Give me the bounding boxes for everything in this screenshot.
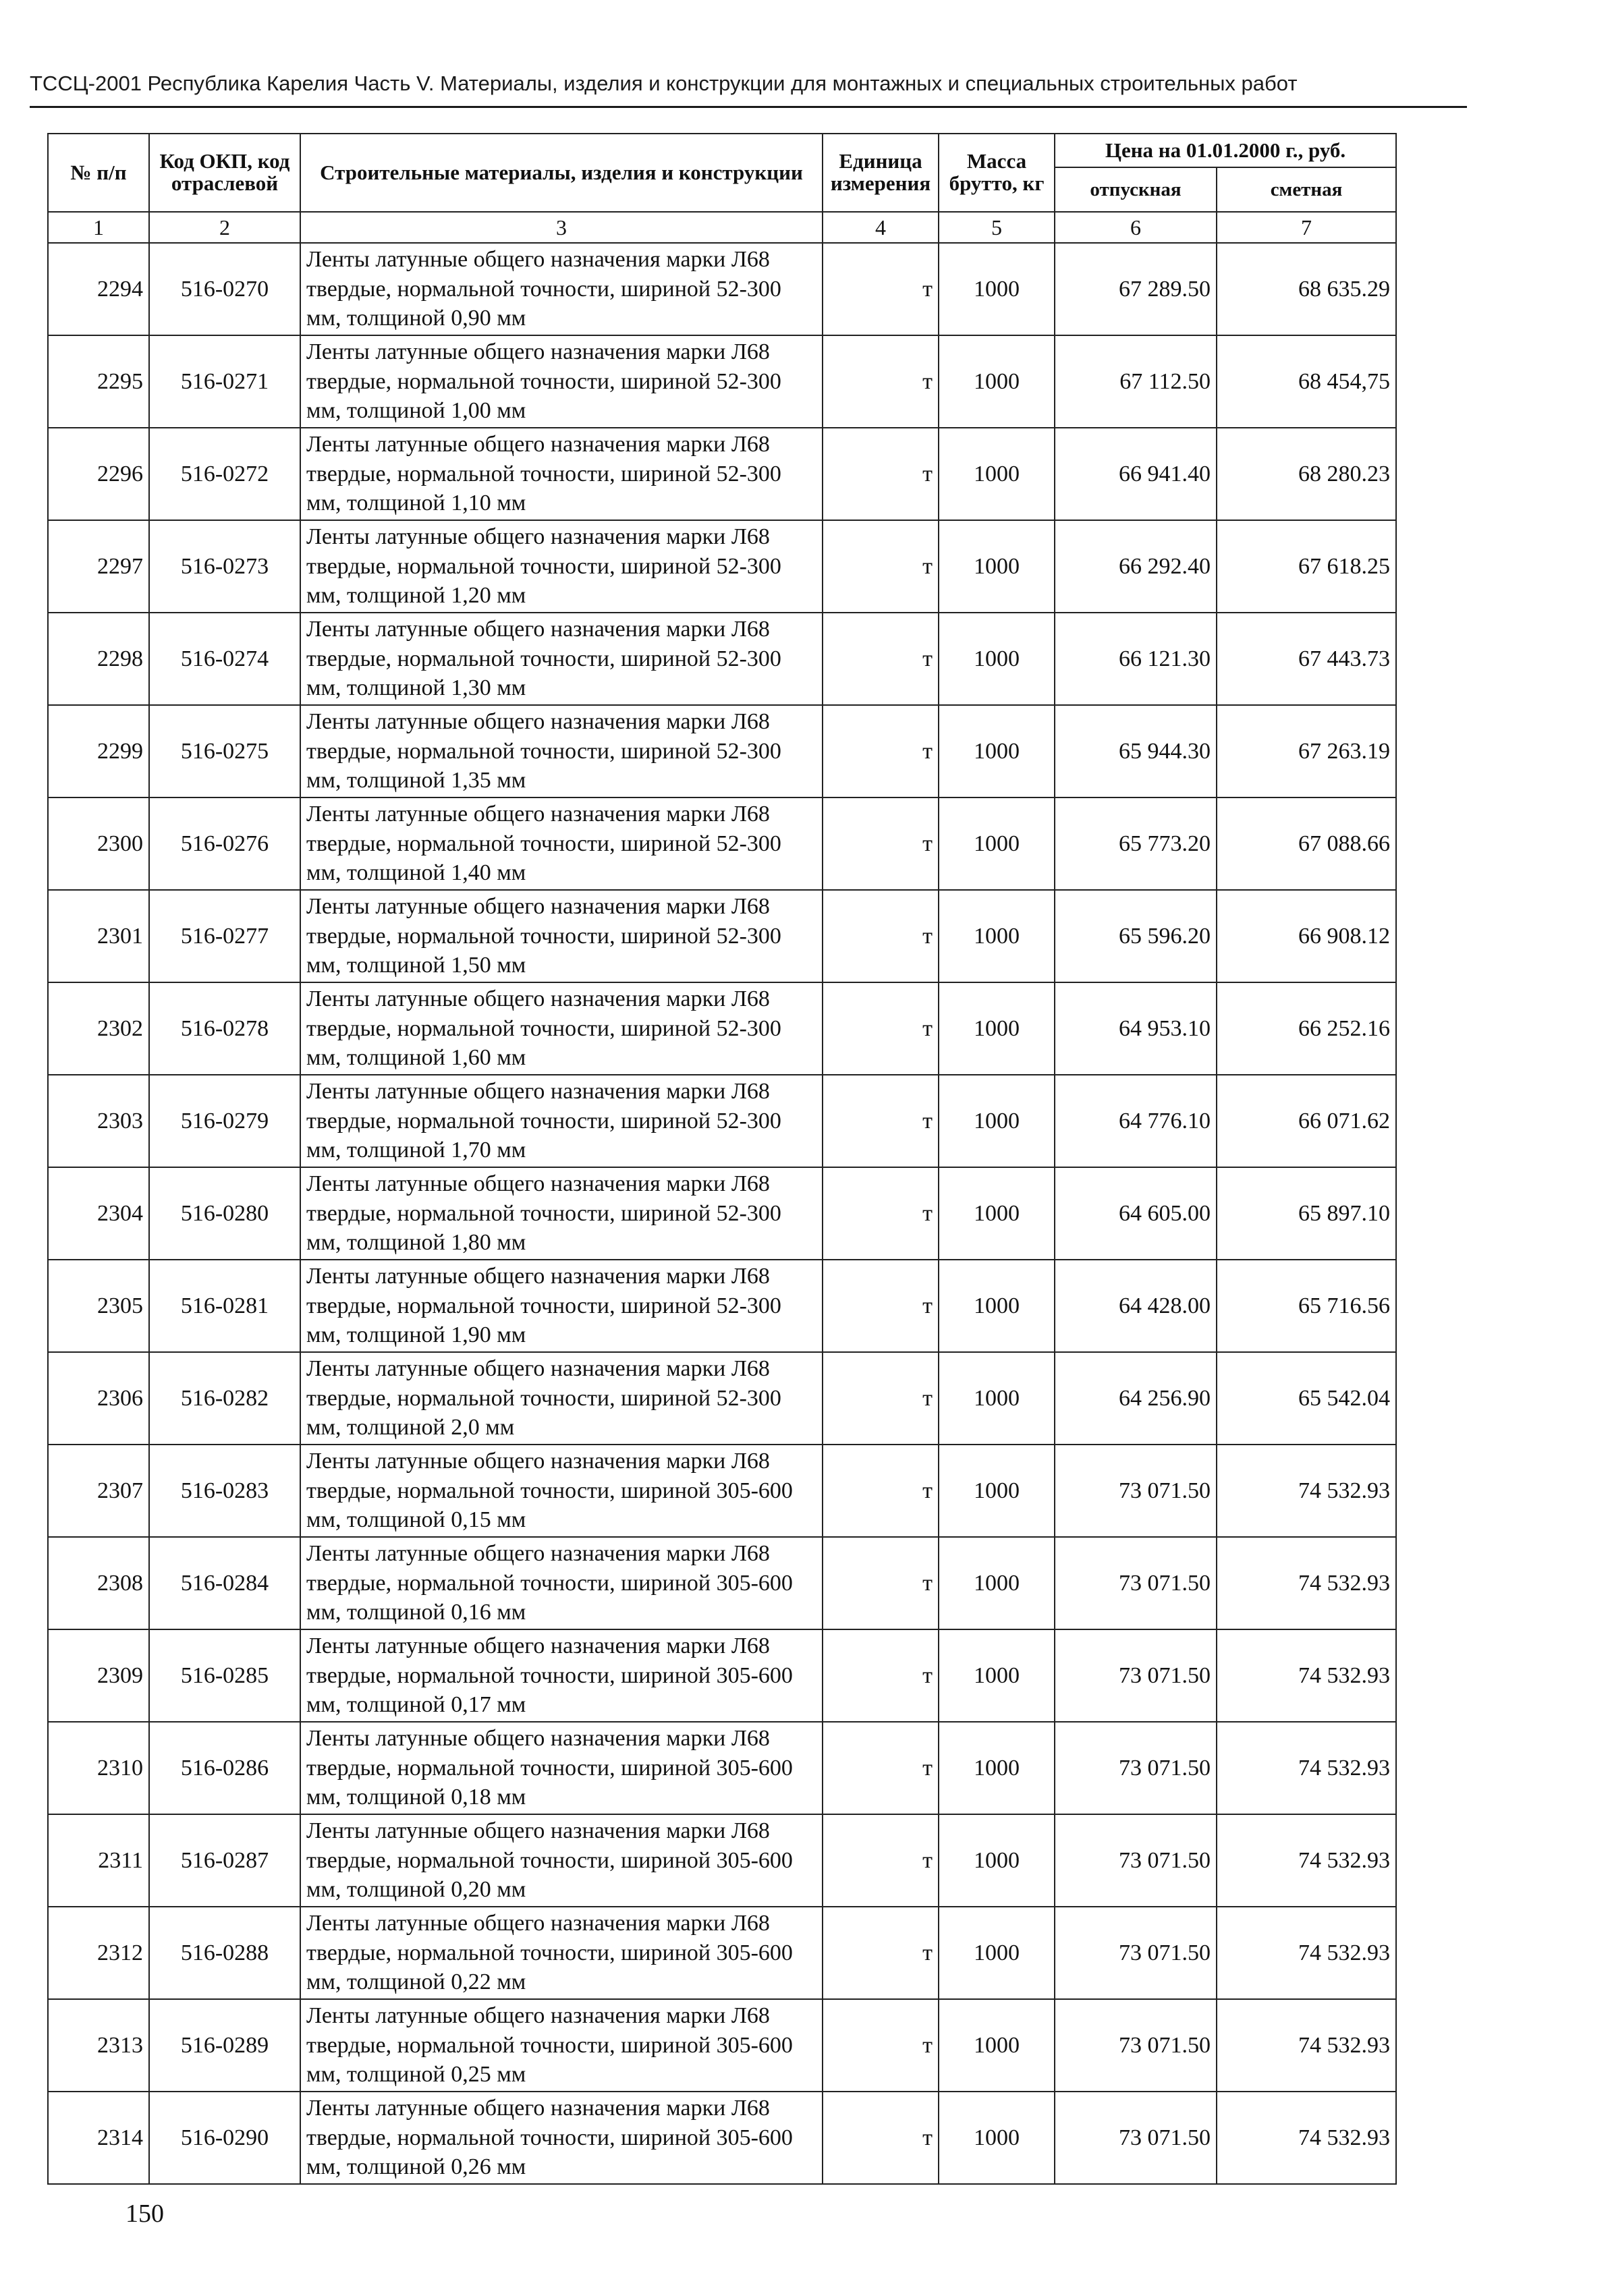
row-number: 2313 — [48, 1999, 149, 2092]
table-row — [48, 1167, 1396, 1260]
estimate-price: 67 443.73 — [1217, 613, 1396, 705]
okp-code: 516-0273 — [149, 520, 300, 613]
release-price: 73 071.50 — [1055, 1537, 1217, 1629]
unit-of-measure: т — [823, 428, 939, 520]
material-name: Ленты латунные общего назначения марки Л68 твердые, нормальной точности, шириной 52-300 мм, толщиной 1,20 мм — [300, 520, 823, 613]
table-row — [48, 335, 1396, 428]
estimate-price: 74 532.93 — [1217, 1445, 1396, 1537]
okp-code: 516-0280 — [149, 1167, 300, 1260]
release-price: 64 605.00 — [1055, 1167, 1217, 1260]
release-price: 73 071.50 — [1055, 1907, 1217, 1999]
unit-of-measure: т — [823, 890, 939, 982]
row-number: 2305 — [48, 1260, 149, 1352]
okp-code: 516-0278 — [149, 982, 300, 1075]
gross-mass: 1000 — [939, 1167, 1055, 1260]
gross-mass: 1000 — [939, 243, 1055, 335]
table-row — [48, 982, 1396, 1075]
gross-mass: 1000 — [939, 705, 1055, 797]
release-price: 65 944.30 — [1055, 705, 1217, 797]
estimate-price: 74 532.93 — [1217, 2092, 1396, 2184]
gross-mass: 1000 — [939, 335, 1055, 428]
row-number: 2312 — [48, 1907, 149, 1999]
unit-of-measure: т — [823, 1352, 939, 1445]
release-price: 73 071.50 — [1055, 1445, 1217, 1537]
okp-code: 516-0284 — [149, 1537, 300, 1629]
gross-mass: 1000 — [939, 1814, 1055, 1907]
unit-of-measure: т — [823, 1445, 939, 1537]
estimate-price: 66 071.62 — [1217, 1075, 1396, 1167]
okp-code: 516-0289 — [149, 1999, 300, 2092]
material-name: Ленты латунные общего назначения марки Л68 твердые, нормальной точности, шириной 305-600 мм, толщиной 0,18 мм — [300, 1722, 823, 1814]
unit-of-measure: т — [823, 1629, 939, 1722]
okp-code: 516-0286 — [149, 1722, 300, 1814]
release-price: 65 773.20 — [1055, 797, 1217, 890]
estimate-price: 66 252.16 — [1217, 982, 1396, 1075]
estimate-price: 74 532.93 — [1217, 1999, 1396, 2092]
estimate-price: 65 716.56 — [1217, 1260, 1396, 1352]
row-number: 2310 — [48, 1722, 149, 1814]
okp-code: 516-0276 — [149, 797, 300, 890]
estimate-price: 67 263.19 — [1217, 705, 1396, 797]
row-number: 2307 — [48, 1445, 149, 1537]
page-header: ТССЦ-2001 Республика Карелия Часть V. Материалы, изделия и конструкции для монтажных и специальных строительных работ — [30, 72, 1298, 95]
row-number: 2314 — [48, 2092, 149, 2184]
unit-of-measure: т — [823, 705, 939, 797]
estimate-price: 66 908.12 — [1217, 890, 1396, 982]
gross-mass: 1000 — [939, 2092, 1055, 2184]
okp-code: 516-0272 — [149, 428, 300, 520]
row-number: 2300 — [48, 797, 149, 890]
row-number: 2296 — [48, 428, 149, 520]
release-price: 64 953.10 — [1055, 982, 1217, 1075]
gross-mass: 1000 — [939, 1260, 1055, 1352]
gross-mass: 1000 — [939, 797, 1055, 890]
unit-of-measure: т — [823, 1722, 939, 1814]
material-name: Ленты латунные общего назначения марки Л68 твердые, нормальной точности, шириной 305-600 мм, толщиной 0,22 мм — [300, 1907, 823, 1999]
table-row — [48, 243, 1396, 335]
gross-mass: 1000 — [939, 890, 1055, 982]
estimate-price: 65 542.04 — [1217, 1352, 1396, 1445]
unit-of-measure: т — [823, 1260, 939, 1352]
header-num: № п/п — [48, 134, 149, 212]
okp-code: 516-0279 — [149, 1075, 300, 1167]
release-price: 67 112.50 — [1055, 335, 1217, 428]
material-name: Ленты латунные общего назначения марки Л68 твердые, нормальной точности, шириной 305-600 мм, толщиной 0,26 мм — [300, 2092, 823, 2184]
table-row — [48, 1537, 1396, 1629]
release-price: 66 941.40 — [1055, 428, 1217, 520]
material-name: Ленты латунные общего назначения марки Л68 твердые, нормальной точности, шириной 52-300 мм, толщиной 1,70 мм — [300, 1075, 823, 1167]
material-name: Ленты латунные общего назначения марки Л68 твердые, нормальной точности, шириной 305-600 мм, толщиной 0,15 мм — [300, 1445, 823, 1537]
column-number: 1 — [48, 212, 149, 243]
okp-code: 516-0275 — [149, 705, 300, 797]
unit-of-measure: т — [823, 335, 939, 428]
gross-mass: 1000 — [939, 1999, 1055, 2092]
row-number: 2294 — [48, 243, 149, 335]
header-code: Код ОКП, код отраслевой — [149, 134, 300, 212]
material-name: Ленты латунные общего назначения марки Л68 твердые, нормальной точности, шириной 52-300 мм, толщиной 1,00 мм — [300, 335, 823, 428]
table-row — [48, 428, 1396, 520]
estimate-price: 68 280.23 — [1217, 428, 1396, 520]
table-row — [48, 1999, 1396, 2092]
material-name: Ленты латунные общего назначения марки Л68 твердые, нормальной точности, шириной 305-600 мм, толщиной 0,20 мм — [300, 1814, 823, 1907]
table-row — [48, 613, 1396, 705]
row-number: 2301 — [48, 890, 149, 982]
material-name: Ленты латунные общего назначения марки Л68 твердые, нормальной точности, шириной 305-600 мм, толщиной 0,25 мм — [300, 1999, 823, 2092]
material-name: Ленты латунные общего назначения марки Л68 твердые, нормальной точности, шириной 305-600 мм, толщиной 0,16 мм — [300, 1537, 823, 1629]
header-unit: Единица измерения — [823, 134, 939, 212]
okp-code: 516-0271 — [149, 335, 300, 428]
material-name: Ленты латунные общего назначения марки Л68 твердые, нормальной точности, шириной 52-300 мм, толщиной 1,60 мм — [300, 982, 823, 1075]
column-number: 6 — [1055, 212, 1217, 243]
release-price: 64 776.10 — [1055, 1075, 1217, 1167]
row-number: 2297 — [48, 520, 149, 613]
unit-of-measure: т — [823, 1075, 939, 1167]
estimate-price: 67 618.25 — [1217, 520, 1396, 613]
okp-code: 516-0288 — [149, 1907, 300, 1999]
okp-code: 516-0277 — [149, 890, 300, 982]
row-number: 2304 — [48, 1167, 149, 1260]
material-name: Ленты латунные общего назначения марки Л68 твердые, нормальной точности, шириной 52-300 мм, толщиной 1,80 мм — [300, 1167, 823, 1260]
estimate-price: 68 454,75 — [1217, 335, 1396, 428]
release-price: 66 121.30 — [1055, 613, 1217, 705]
material-name: Ленты латунные общего назначения марки Л68 твердые, нормальной точности, шириной 52-300 мм, толщиной 1,35 мм — [300, 705, 823, 797]
column-number: 7 — [1217, 212, 1396, 243]
table-row — [48, 1445, 1396, 1537]
unit-of-measure: т — [823, 2092, 939, 2184]
table-row — [48, 1907, 1396, 1999]
row-number: 2309 — [48, 1629, 149, 1722]
estimate-price: 74 532.93 — [1217, 1537, 1396, 1629]
header-divider — [30, 106, 1467, 108]
header-price-group: Цена на 01.01.2000 г., руб. — [1055, 134, 1396, 167]
release-price: 73 071.50 — [1055, 2092, 1217, 2184]
release-price: 66 292.40 — [1055, 520, 1217, 613]
header-name: Строительные материалы, изделия и конструкции — [300, 134, 823, 212]
header-release-price: отпускная — [1055, 167, 1217, 212]
estimate-price: 74 532.93 — [1217, 1629, 1396, 1722]
unit-of-measure: т — [823, 1814, 939, 1907]
material-name: Ленты латунные общего назначения марки Л68 твердые, нормальной точности, шириной 52-300 мм, толщиной 0,90 мм — [300, 243, 823, 335]
table-row — [48, 1629, 1396, 1722]
estimate-price: 74 532.93 — [1217, 1907, 1396, 1999]
header-mass: Масса брутто, кг — [939, 134, 1055, 212]
gross-mass: 1000 — [939, 1537, 1055, 1629]
unit-of-measure: т — [823, 520, 939, 613]
table-row — [48, 1814, 1396, 1907]
column-number: 5 — [939, 212, 1055, 243]
row-number: 2295 — [48, 335, 149, 428]
material-name: Ленты латунные общего назначения марки Л68 твердые, нормальной точности, шириной 52-300 мм, толщиной 1,10 мм — [300, 428, 823, 520]
material-name: Ленты латунные общего назначения марки Л68 твердые, нормальной точности, шириной 52-300 мм, толщиной 1,90 мм — [300, 1260, 823, 1352]
gross-mass: 1000 — [939, 520, 1055, 613]
gross-mass: 1000 — [939, 1445, 1055, 1537]
estimate-price: 68 635.29 — [1217, 243, 1396, 335]
table-row — [48, 1075, 1396, 1167]
release-price: 73 071.50 — [1055, 1999, 1217, 2092]
material-name: Ленты латунные общего назначения марки Л68 твердые, нормальной точности, шириной 52-300 мм, толщиной 1,50 мм — [300, 890, 823, 982]
page-number: 150 — [126, 2200, 164, 2228]
table-row — [48, 705, 1396, 797]
gross-mass: 1000 — [939, 1907, 1055, 1999]
unit-of-measure: т — [823, 1167, 939, 1260]
unit-of-measure: т — [823, 797, 939, 890]
gross-mass: 1000 — [939, 1629, 1055, 1722]
row-number: 2311 — [48, 1814, 149, 1907]
column-number-row — [48, 212, 1396, 243]
material-name: Ленты латунные общего назначения марки Л68 твердые, нормальной точности, шириной 305-600 мм, толщиной 0,17 мм — [300, 1629, 823, 1722]
release-price: 73 071.50 — [1055, 1629, 1217, 1722]
unit-of-measure: т — [823, 982, 939, 1075]
gross-mass: 1000 — [939, 1352, 1055, 1445]
gross-mass: 1000 — [939, 613, 1055, 705]
table-row — [48, 1260, 1396, 1352]
gross-mass: 1000 — [939, 982, 1055, 1075]
table-body — [48, 212, 1396, 2184]
table-row — [48, 890, 1396, 982]
release-price: 65 596.20 — [1055, 890, 1217, 982]
okp-code: 516-0270 — [149, 243, 300, 335]
okp-code: 516-0274 — [149, 613, 300, 705]
okp-code: 516-0282 — [149, 1352, 300, 1445]
estimate-price: 65 897.10 — [1217, 1167, 1396, 1260]
row-number: 2299 — [48, 705, 149, 797]
unit-of-measure: т — [823, 1999, 939, 2092]
gross-mass: 1000 — [939, 1722, 1055, 1814]
material-name: Ленты латунные общего назначения марки Л68 твердые, нормальной точности, шириной 52-300 мм, толщиной 1,30 мм — [300, 613, 823, 705]
material-name: Ленты латунные общего назначения марки Л68 твердые, нормальной точности, шириной 52-300 мм, толщиной 1,40 мм — [300, 797, 823, 890]
okp-code: 516-0287 — [149, 1814, 300, 1907]
estimate-price: 74 532.93 — [1217, 1814, 1396, 1907]
unit-of-measure: т — [823, 613, 939, 705]
column-number: 2 — [149, 212, 300, 243]
header-estimate-price: сметная — [1217, 167, 1396, 212]
column-number: 4 — [823, 212, 939, 243]
okp-code: 516-0281 — [149, 1260, 300, 1352]
table-row — [48, 2092, 1396, 2184]
release-price: 73 071.50 — [1055, 1814, 1217, 1907]
release-price: 64 428.00 — [1055, 1260, 1217, 1352]
unit-of-measure: т — [823, 243, 939, 335]
gross-mass: 1000 — [939, 1075, 1055, 1167]
estimate-price: 74 532.93 — [1217, 1722, 1396, 1814]
table-header-row — [48, 134, 1396, 167]
row-number: 2306 — [48, 1352, 149, 1445]
column-number: 3 — [300, 212, 823, 243]
table-row — [48, 797, 1396, 890]
unit-of-measure: т — [823, 1907, 939, 1999]
unit-of-measure: т — [823, 1537, 939, 1629]
okp-code: 516-0283 — [149, 1445, 300, 1537]
row-number: 2298 — [48, 613, 149, 705]
okp-code: 516-0285 — [149, 1629, 300, 1722]
table-row — [48, 1722, 1396, 1814]
row-number: 2308 — [48, 1537, 149, 1629]
okp-code: 516-0290 — [149, 2092, 300, 2184]
table-row — [48, 520, 1396, 613]
release-price: 64 256.90 — [1055, 1352, 1217, 1445]
price-table — [47, 133, 1397, 2185]
row-number: 2303 — [48, 1075, 149, 1167]
material-name: Ленты латунные общего назначения марки Л68 твердые, нормальной точности, шириной 52-300 мм, толщиной 2,0 мм — [300, 1352, 823, 1445]
release-price: 73 071.50 — [1055, 1722, 1217, 1814]
table-row — [48, 1352, 1396, 1445]
gross-mass: 1000 — [939, 428, 1055, 520]
release-price: 67 289.50 — [1055, 243, 1217, 335]
estimate-price: 67 088.66 — [1217, 797, 1396, 890]
row-number: 2302 — [48, 982, 149, 1075]
